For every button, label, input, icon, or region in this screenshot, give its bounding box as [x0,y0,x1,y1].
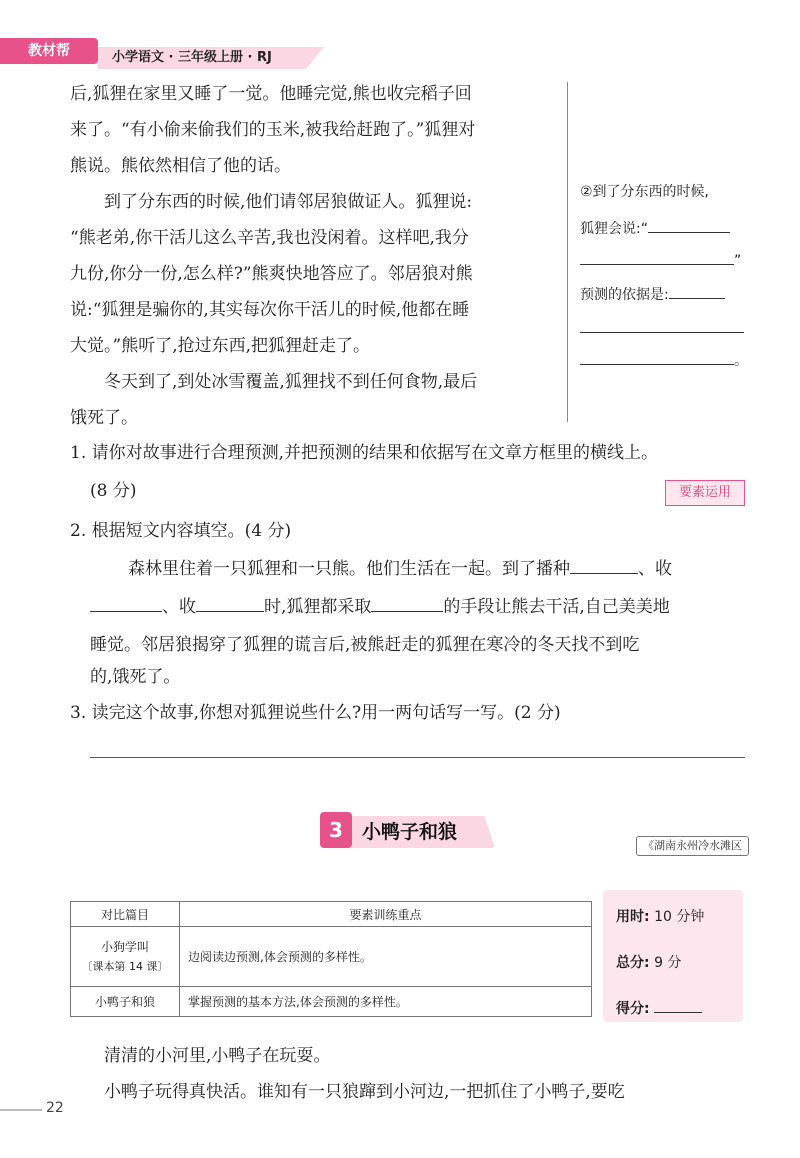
table-cell: 小鸭子和狼 [71,987,180,1017]
reason-blank[interactable] [580,318,744,333]
time-value: 10 分钟 [654,909,705,925]
story-line: 饿死了。 [70,408,138,428]
score-blank[interactable] [654,998,702,1013]
fill-text: 的手段让熊去干活,自己美美地 [443,597,670,617]
side-note-suffix: ” [734,253,742,269]
reason-blank[interactable] [580,350,734,365]
side-note-line [580,218,730,239]
question-2-line [90,596,670,618]
fill-blank[interactable] [90,597,162,612]
time-label: 用时: [616,909,650,925]
prediction-blank[interactable] [648,218,730,233]
skill-badge: 要素运用 [665,480,745,506]
total-row [616,952,681,972]
story-line: 大觉。”熊听了,抢过东西,把狐狸赶走了。 [70,336,370,356]
story-line: 说:“狐狸是骗你的,其实每次你干活儿的时候,他都在睡 [70,300,470,320]
header-subject: 小学语文 · 三年级上册 · RJ [112,50,272,65]
row-note: 〔课本第 14 课〕 [81,959,169,973]
column-divider [567,82,568,422]
time-row [616,906,704,926]
row-title: 小狗学叫 [100,939,149,954]
side-note-prefix: 预测的依据是: [580,287,669,303]
reason-blank[interactable] [669,284,725,299]
comparison-table [70,901,592,1017]
side-note-line [580,318,744,339]
question-2-line: 睡觉。邻居狼揭穿了狐狸的谎言后,被熊赶走的狐狸在寒冷的冬天找不到吃 [90,635,640,655]
page-number-rule [0,1109,42,1111]
question-2: 2. 根据短文内容填空。(4 分) [70,521,292,541]
question-2-line [128,558,672,580]
fill-text: 、收 [638,559,672,579]
fill-text: 时,狐狸都采取 [264,597,372,617]
score-label: 得分: [616,1001,650,1017]
table-header: 对比篇目 [71,902,180,927]
table-cell: 边阅读边预测,体会预测的多样性。 [180,927,592,987]
story2-line: 清清的小河里,小鸭子在玩耍。 [104,1046,331,1066]
fill-text: 、收 [162,597,196,617]
side-note-line [580,284,725,305]
table-cell: 掌握预测的基本方法,体会预测的多样性。 [180,987,592,1017]
fill-blank[interactable] [570,559,638,574]
fill-blank[interactable] [371,597,443,612]
table-header: 要素训练重点 [180,902,592,927]
question-1: 1. 请你对故事进行合理预测,并把预测的结果和依据写在文章方框里的横线上。 [70,443,659,463]
side-note-suffix: 。 [734,353,748,369]
total-label: 总分: [616,955,650,971]
question-1-score: (8 分) [90,481,137,501]
answer-line[interactable] [90,757,745,758]
source-label: 《湖南永州冷水滩区 [636,836,749,856]
page-number: 22 [46,1100,64,1116]
lesson-number: 3 [320,812,352,848]
score-row [616,998,702,1018]
lesson-title: 小鸭子和狼 [362,821,458,843]
story-line: 冬天到了,到处冰雪覆盖,狐狸找不到任何食物,最后 [104,372,478,392]
fill-blank[interactable] [196,597,264,612]
header-tab: 教材帮 [0,38,98,64]
table-cell [71,927,180,987]
question-3: 3. 读完这个故事,你想对狐狸说些什么?用一两句话写一写。(2 分) [70,703,561,723]
side-note-line: ②到了分东西的时候, [580,184,710,200]
story-line: 熊说。熊依然相信了他的话。 [70,156,291,176]
prediction-blank[interactable] [580,250,734,265]
story-line: 后,狐狸在家里又睡了一觉。他睡完觉,熊也收完稻子回 [70,84,472,104]
story2-line: 小鸭子玩得真快活。谁知有一只狼蹿到小河边,一把抓住了小鸭子,要吃 [104,1082,625,1102]
story-line: 到了分东西的时候,他们请邻居狼做证人。狐狸说: [104,192,473,212]
side-note-line [580,350,748,371]
side-note-prefix: 狐狸会说:“ [580,221,648,237]
question-2-line: 的,饿死了。 [90,667,181,687]
story-line: 九份,你分一份,怎么样?”熊爽快地答应了。邻居狼对熊 [70,264,473,284]
total-value: 9 分 [654,955,682,971]
story-line: “熊老弟,你干活儿这么辛苦,我也没闲着。这样吧,我分 [70,228,469,248]
story-line: 来了。“有小偷来偷我们的玉米,被我给赶跑了。”狐狸对 [70,120,476,140]
side-note-line [580,250,741,271]
fill-text: 森林里住着一只狐狸和一只熊。他们生活在一起。到了播种 [128,559,570,579]
